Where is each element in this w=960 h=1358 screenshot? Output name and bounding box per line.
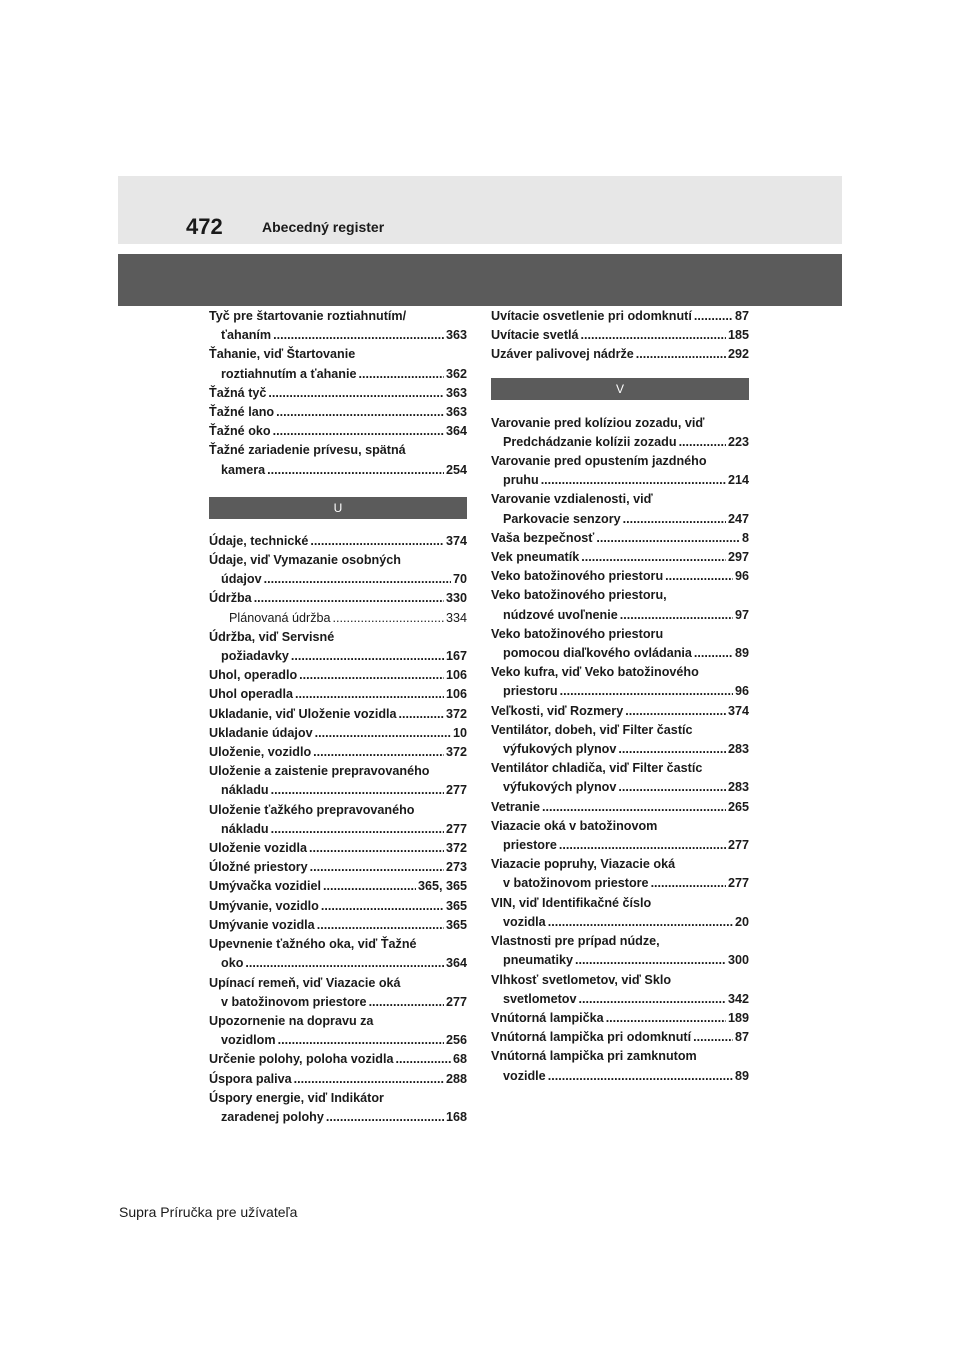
index-entry bbox=[209, 1050, 467, 1069]
entry-page-number: 364 bbox=[445, 424, 467, 439]
entry-page-number: 292 bbox=[727, 347, 749, 362]
leader-dots bbox=[310, 532, 444, 551]
entry-text: Uloženie vozidla bbox=[209, 841, 307, 856]
entry-text: roztiahnutím a ťahanie bbox=[221, 366, 357, 381]
entry-text: Veľkosti, viď Rozmery bbox=[491, 703, 624, 718]
index-entry bbox=[209, 877, 467, 896]
entry-text: Umývačka vozidiel bbox=[209, 879, 322, 894]
index-entry bbox=[209, 858, 467, 877]
entry-text: Parkovacie senzory bbox=[503, 511, 621, 526]
index-entry bbox=[491, 567, 749, 586]
entry-text: zaradenej polohy bbox=[221, 1109, 324, 1124]
entry-text: pruhu bbox=[503, 473, 539, 488]
entry-text: Uloženie ťažkého prepravovaného bbox=[209, 802, 415, 817]
entry-text: Údaje, viď Vymazanie osobných bbox=[209, 553, 401, 568]
index-entry bbox=[209, 1070, 467, 1089]
entry-text: Úspora paliva bbox=[209, 1071, 292, 1086]
entry-page-number: 214 bbox=[727, 473, 749, 488]
index-entry bbox=[491, 1009, 749, 1028]
leader-dots bbox=[295, 685, 444, 704]
entry-text: kamera bbox=[221, 462, 266, 477]
leader-dots bbox=[548, 1067, 733, 1086]
index-entry bbox=[209, 666, 467, 685]
entry-text: Uhol, operadlo bbox=[209, 668, 298, 683]
entry-text: Uloženie, vozidlo bbox=[209, 745, 312, 760]
leader-dots bbox=[323, 877, 416, 896]
index-entry bbox=[491, 663, 749, 701]
index-entry bbox=[209, 705, 467, 724]
entry-text: Určenie polohy, poloha vozidla bbox=[209, 1052, 394, 1067]
leader-dots bbox=[541, 471, 726, 490]
leader-dots bbox=[396, 1050, 451, 1069]
entry-text: v batožinovom priestore bbox=[221, 994, 367, 1009]
entry-text: Umývanie vozidla bbox=[209, 917, 315, 932]
entry-text: pneumatiky bbox=[503, 953, 573, 968]
leader-dots bbox=[679, 433, 726, 452]
entry-page-number: 189 bbox=[727, 1010, 749, 1025]
entry-text: Upevnenie ťažného oka, viď Ťažné bbox=[209, 937, 417, 952]
entry-text: Údaje, technické bbox=[209, 533, 309, 548]
leader-dots bbox=[315, 724, 451, 743]
index-entry bbox=[209, 974, 467, 1012]
leader-dots bbox=[326, 1108, 444, 1127]
leader-dots bbox=[618, 740, 726, 759]
index-entry bbox=[491, 326, 749, 345]
leader-dots bbox=[606, 1009, 726, 1028]
leader-dots bbox=[575, 951, 726, 970]
index-entry bbox=[491, 414, 749, 452]
index-entry bbox=[209, 551, 467, 589]
entry-page-number: 374 bbox=[445, 533, 467, 548]
entry-page-number: 330 bbox=[445, 591, 467, 606]
entry-page-number: 223 bbox=[727, 434, 749, 449]
index-entry bbox=[491, 1047, 749, 1085]
entry-page-number: 254 bbox=[445, 462, 467, 477]
leader-dots bbox=[399, 705, 444, 724]
leader-dots bbox=[623, 510, 726, 529]
entry-text: Varovanie pred kolíziou zozadu, viď bbox=[491, 415, 705, 430]
page-number: 472 bbox=[186, 214, 223, 239]
entry-text: oko bbox=[221, 956, 244, 971]
entry-page-number: 97 bbox=[734, 607, 749, 622]
entry-page-number: 374 bbox=[727, 703, 749, 718]
entry-text: priestore bbox=[503, 838, 557, 853]
entry-text: núdzové uvoľnenie bbox=[503, 607, 618, 622]
leader-dots bbox=[291, 647, 444, 666]
entry-page-number: 365 bbox=[445, 917, 467, 932]
index-entry bbox=[491, 345, 749, 364]
entry-text: nákladu bbox=[221, 821, 269, 836]
index-entry bbox=[491, 971, 749, 1009]
entry-text: priestoru bbox=[503, 684, 558, 699]
index-entry bbox=[209, 916, 467, 935]
index-entry bbox=[209, 589, 467, 608]
entry-page-number: 256 bbox=[445, 1033, 467, 1048]
entry-page-number: 277 bbox=[727, 876, 749, 891]
footer-manual-title: Supra Príručka pre užívateľa bbox=[119, 1204, 298, 1220]
entry-text: Plánovaná údržba bbox=[229, 610, 331, 625]
leader-dots bbox=[596, 529, 740, 548]
entry-text: Ventilátor, dobeh, viď Filter častíc bbox=[491, 722, 693, 737]
leader-dots bbox=[268, 384, 444, 403]
index-entry bbox=[209, 628, 467, 666]
leader-dots bbox=[333, 609, 444, 628]
leader-dots bbox=[299, 666, 444, 685]
leader-dots bbox=[245, 954, 444, 973]
index-entry bbox=[491, 894, 749, 932]
entry-page-number: 365, 365 bbox=[417, 879, 467, 894]
entry-page-number: 8 bbox=[741, 530, 749, 545]
entry-page-number: 297 bbox=[727, 550, 749, 565]
leader-dots bbox=[548, 913, 733, 932]
entry-text: výfukových plynov bbox=[503, 742, 617, 757]
entry-text: Veko kufra, viď Veko batožinového bbox=[491, 665, 699, 680]
index-letter-header: U bbox=[209, 497, 467, 519]
leader-dots bbox=[693, 1028, 733, 1047]
leader-dots bbox=[581, 548, 726, 567]
entry-page-number: 265 bbox=[727, 799, 749, 814]
entry-text: Úspory energie, viď Indikátor bbox=[209, 1090, 384, 1105]
entry-page-number: 372 bbox=[445, 745, 467, 760]
leader-dots bbox=[694, 644, 733, 663]
leader-dots bbox=[267, 461, 444, 480]
leader-dots bbox=[321, 897, 444, 916]
leader-dots bbox=[581, 326, 726, 345]
entry-page-number: 168 bbox=[445, 1109, 467, 1124]
entry-text: Ťažná tyč bbox=[209, 385, 267, 400]
entry-page-number: 20 bbox=[734, 914, 749, 929]
entry-text: Veko batožinového priestoru, bbox=[491, 588, 667, 603]
index-entry bbox=[491, 307, 749, 326]
entry-page-number: 277 bbox=[727, 838, 749, 853]
entry-text: Uvítacie svetlá bbox=[491, 328, 579, 343]
leader-dots bbox=[271, 781, 444, 800]
leader-dots bbox=[309, 839, 444, 858]
entry-page-number: 288 bbox=[445, 1071, 467, 1086]
leader-dots bbox=[359, 365, 444, 384]
entry-text: VIN, viď Identifikačné číslo bbox=[491, 895, 652, 910]
entry-text: Ťahanie, viď Štartovanie bbox=[209, 347, 356, 362]
leader-dots bbox=[542, 798, 726, 817]
leader-dots bbox=[625, 702, 726, 721]
entry-text: Úložné priestory bbox=[209, 860, 308, 875]
entry-page-number: 10 bbox=[452, 725, 467, 740]
entry-page-number: 185 bbox=[727, 328, 749, 343]
entry-text: v batožinovom priestore bbox=[503, 876, 649, 891]
entry-text: Upínací remeň, viď Viazacie oká bbox=[209, 975, 401, 990]
entry-page-number: 89 bbox=[734, 646, 749, 661]
index-entry bbox=[209, 685, 467, 704]
entry-text: Uhol operadla bbox=[209, 687, 293, 702]
entry-text: Vetranie bbox=[491, 799, 541, 814]
leader-dots bbox=[665, 567, 733, 586]
entry-page-number: 87 bbox=[734, 309, 749, 323]
entry-text: Uloženie a zaistenie prepravovaného bbox=[209, 764, 430, 779]
leader-dots bbox=[560, 682, 733, 701]
header-dark-band bbox=[118, 254, 842, 306]
entry-page-number: 363 bbox=[445, 385, 467, 400]
index-entry bbox=[209, 384, 467, 403]
index-entry bbox=[491, 817, 749, 855]
index-entry bbox=[491, 721, 749, 759]
entry-text: Údržba, viď Servisné bbox=[209, 629, 335, 644]
entry-text: Údržba bbox=[209, 591, 252, 606]
index-entry bbox=[209, 1089, 467, 1127]
entry-text: Vnútorná lampička bbox=[491, 1010, 604, 1025]
entry-text: Predchádzanie kolízii zozadu bbox=[503, 434, 677, 449]
entry-page-number: 334 bbox=[445, 610, 467, 625]
entry-text: Vnútorná lampička pri zamknutom bbox=[491, 1049, 697, 1064]
entry-page-number: 365 bbox=[445, 898, 467, 913]
index-entry bbox=[491, 586, 749, 624]
index-entry bbox=[491, 855, 749, 893]
index-entry bbox=[491, 452, 749, 490]
section-title: Abecedný register bbox=[262, 219, 385, 235]
leader-dots bbox=[579, 990, 726, 1009]
index-entry bbox=[491, 529, 749, 548]
entry-page-number: 277 bbox=[445, 994, 467, 1009]
index-entry bbox=[491, 625, 749, 663]
leader-dots bbox=[620, 606, 733, 625]
index-entry bbox=[209, 441, 467, 479]
index-entry bbox=[209, 935, 467, 973]
index-entry bbox=[209, 307, 467, 345]
entry-page-number: 273 bbox=[445, 860, 467, 875]
entry-text: Vek pneumatík bbox=[491, 550, 580, 565]
index-entry bbox=[209, 762, 467, 800]
leader-dots bbox=[636, 345, 726, 364]
index-entry bbox=[209, 801, 467, 839]
entry-text: Vaša bezpečnosť bbox=[491, 530, 595, 545]
entry-text: nákladu bbox=[221, 783, 269, 798]
index-entry bbox=[491, 1028, 749, 1047]
leader-dots bbox=[271, 820, 444, 839]
entry-text: vozidla bbox=[503, 914, 546, 929]
index-column-left bbox=[209, 307, 467, 1127]
entry-page-number: 372 bbox=[445, 841, 467, 856]
entry-text: Ukladanie údajov bbox=[209, 725, 313, 740]
leader-dots bbox=[369, 993, 444, 1012]
entry-text: Ťažné oko bbox=[209, 424, 271, 439]
entry-page-number: 106 bbox=[445, 687, 467, 702]
leader-dots bbox=[310, 858, 444, 877]
entry-page-number: 89 bbox=[734, 1068, 749, 1083]
leader-dots bbox=[278, 1031, 444, 1050]
index-entry bbox=[209, 743, 467, 762]
leader-dots bbox=[694, 307, 733, 326]
leader-dots bbox=[264, 570, 451, 589]
entry-text: Umývanie, vozidlo bbox=[209, 898, 319, 913]
entry-text: údajov bbox=[221, 572, 262, 587]
leader-dots bbox=[618, 778, 726, 797]
index-entry bbox=[491, 798, 749, 817]
entry-text: Ťažné zariadenie prívesu, spätná bbox=[209, 443, 406, 458]
entry-page-number: 300 bbox=[727, 953, 749, 968]
leader-dots bbox=[273, 422, 444, 441]
index-entry bbox=[209, 422, 467, 441]
entry-text: výfukových plynov bbox=[503, 780, 617, 795]
entry-text: Viazacie popruhy, Viazacie oká bbox=[491, 857, 676, 872]
entry-page-number: 283 bbox=[727, 742, 749, 757]
entry-text: Ventilátor chladiča, viď Filter častíc bbox=[491, 761, 703, 776]
index-entry bbox=[209, 403, 467, 422]
header-band bbox=[118, 176, 842, 244]
index-entry bbox=[491, 490, 749, 528]
entry-text: Vlastnosti pre prípad núdze, bbox=[491, 934, 660, 949]
index-entry bbox=[209, 532, 467, 551]
index-entry bbox=[209, 839, 467, 858]
entry-page-number: 363 bbox=[445, 405, 467, 420]
leader-dots bbox=[559, 836, 726, 855]
leader-dots bbox=[651, 874, 726, 893]
entry-page-number: 247 bbox=[727, 511, 749, 526]
entry-text: Ukladanie, viď Uloženie vozidla bbox=[209, 706, 397, 721]
entry-page-number: 87 bbox=[734, 1030, 749, 1045]
index-entry bbox=[491, 759, 749, 797]
entry-text: vozidle bbox=[503, 1068, 546, 1083]
entry-page-number: 96 bbox=[734, 684, 749, 699]
entry-text: Vnútorná lampička pri odomknutí bbox=[491, 1030, 692, 1045]
entry-text: Tyč pre štartovanie roztiahnutím/ bbox=[209, 309, 407, 323]
entry-text: pomocou diaľkového ovládania bbox=[503, 646, 692, 661]
entry-text: Varovanie vzdialenosti, viď bbox=[491, 492, 653, 507]
entry-page-number: 106 bbox=[445, 668, 467, 683]
entry-page-number: 68 bbox=[452, 1052, 467, 1067]
entry-text: požiadavky bbox=[221, 649, 289, 664]
index-letter-header: V bbox=[491, 378, 749, 400]
entry-text: Viazacie oká v batožinovom bbox=[491, 818, 658, 833]
index-entry bbox=[491, 548, 749, 567]
entry-text: svetlometov bbox=[503, 991, 577, 1006]
index-entry bbox=[209, 897, 467, 916]
leader-dots bbox=[273, 326, 444, 345]
leader-dots bbox=[276, 403, 444, 422]
entry-page-number: 372 bbox=[445, 706, 467, 721]
entry-page-number: 283 bbox=[727, 780, 749, 795]
index-subentry bbox=[209, 609, 467, 628]
entry-text: Uzáver palivovej nádrže bbox=[491, 347, 634, 362]
entry-text: ťahaním bbox=[221, 328, 272, 343]
index-entry bbox=[491, 702, 749, 721]
leader-dots bbox=[294, 1070, 444, 1089]
entry-page-number: 277 bbox=[445, 783, 467, 798]
index-entry bbox=[491, 932, 749, 970]
leader-dots bbox=[254, 589, 444, 608]
entry-page-number: 362 bbox=[445, 366, 467, 381]
entry-page-number: 96 bbox=[734, 569, 749, 584]
entry-page-number: 342 bbox=[727, 991, 749, 1006]
index-column-right bbox=[491, 307, 749, 1086]
index-entry bbox=[209, 724, 467, 743]
entry-page-number: 70 bbox=[452, 572, 467, 587]
entry-page-number: 277 bbox=[445, 821, 467, 836]
leader-dots bbox=[313, 743, 444, 762]
entry-page-number: 364 bbox=[445, 956, 467, 971]
entry-page-number: 167 bbox=[445, 649, 467, 664]
entry-text: Uvítacie osvetlenie pri odomknutí bbox=[491, 309, 692, 323]
entry-text: Veko batožinového priestoru bbox=[491, 569, 664, 584]
entry-text: Vlhkosť svetlometov, viď Sklo bbox=[491, 972, 672, 987]
entry-text: Ťažné lano bbox=[209, 405, 275, 420]
entry-page-number: 363 bbox=[445, 328, 467, 343]
leader-dots bbox=[317, 916, 444, 935]
entry-text: Upozornenie na dopravu za bbox=[209, 1013, 374, 1028]
index-entry bbox=[209, 345, 467, 383]
entry-text: Varovanie pred opustením jazdného bbox=[491, 454, 707, 469]
index-entry bbox=[209, 1012, 467, 1050]
entry-text: Veko batožinového priestoru bbox=[491, 626, 664, 641]
entry-text: vozidlom bbox=[221, 1033, 276, 1048]
